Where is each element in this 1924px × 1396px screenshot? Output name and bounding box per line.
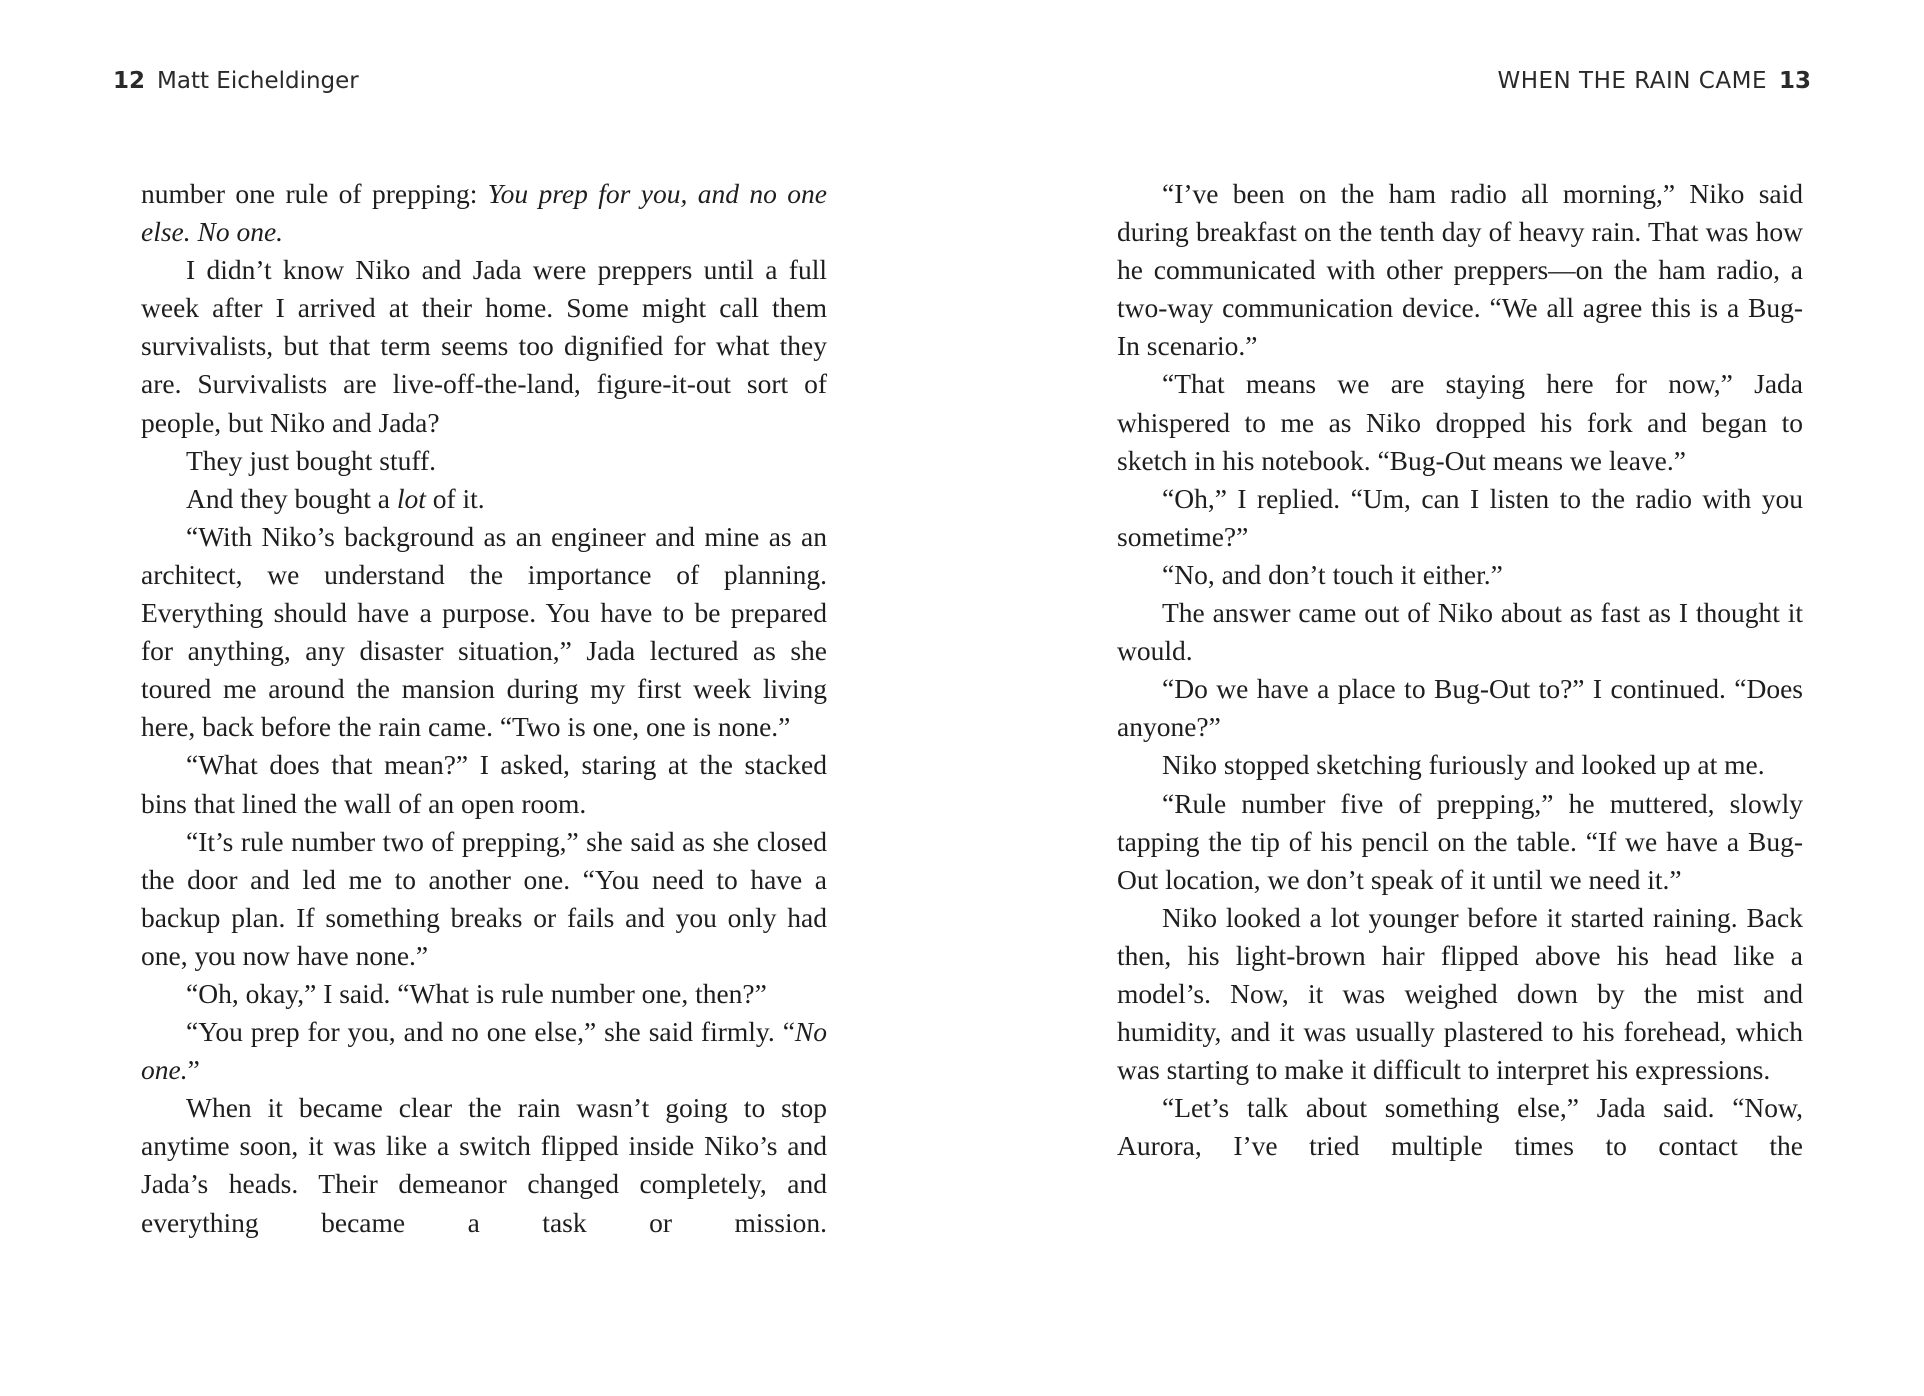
paragraph-text: The answer came out of Niko about as fast as I thought it would. xyxy=(1117,597,1803,667)
paragraph-text: “You prep for you, and no one else,” she said firmly. “ xyxy=(186,1016,795,1048)
right-running-head xyxy=(1497,66,1811,96)
paragraph xyxy=(141,251,827,441)
paragraph-text: “No, and don’t touch it either.” xyxy=(1162,558,1503,590)
paragraph xyxy=(141,442,827,480)
paragraph xyxy=(141,518,827,747)
paragraph-text: “What does that mean?” I asked, staring at the stacked bins that lined the wall of an open room. xyxy=(141,749,827,819)
paragraph xyxy=(1117,480,1803,556)
paragraph-text: “Oh,” I replied. “Um, can I listen to the radio with you sometime?” xyxy=(1117,482,1803,552)
left-body-text xyxy=(141,175,827,1242)
paragraph xyxy=(1117,365,1803,479)
paragraph-text: “Rule number five of prepping,” he muttered, slowly tapping the tip of his pencil on the table. “If we have a Bug-Out location, we don’t speak of it until we need it.” xyxy=(1117,787,1803,895)
left-running-head xyxy=(113,66,359,96)
paragraph-text: “That means we are staying here for now,” Jada whispered to me as Niko dropped his fork and began to sketch in his notebook. “Bug-Out means we leave.” xyxy=(1117,368,1803,476)
paragraph-text: ” xyxy=(187,1054,200,1086)
paragraph-text: number one rule of prepping: xyxy=(141,178,488,209)
paragraph-text: They just bought stuff. xyxy=(186,444,437,476)
paragraph xyxy=(1117,785,1803,899)
italic-text: You prep for you, and no one else. No one. xyxy=(141,178,828,248)
right-page xyxy=(962,0,1924,1396)
paragraph-text: of it. xyxy=(425,482,485,514)
paragraph-text: Niko stopped sketching furiously and looked up at me. xyxy=(1162,749,1765,781)
paragraph-text: And they bought a xyxy=(186,482,397,514)
paragraph xyxy=(1117,1089,1803,1165)
paragraph xyxy=(141,823,827,975)
paragraph xyxy=(1117,670,1803,746)
paragraph-text: “It’s rule number two of prepping,” she said as she closed the door and led me to another one. “You need to have a backup plan. If something breaks or fails and you only had one, you now have none.” xyxy=(141,825,827,971)
paragraph-text: “Let’s talk about something else,” Jada said. “Now, Aurora, I’ve tried multiple times to contact the xyxy=(1117,1092,1803,1162)
paragraph-text: When it became clear the rain wasn’t going to stop anytime soon, it was like a switch flipped inside Niko’s and Jada’s heads. Their demeanor changed completely, and everything became a task or mission. xyxy=(141,1092,827,1238)
italic-text: No one. xyxy=(141,1016,827,1086)
paragraph-text: “With Niko’s background as an engineer and mine as an architect, we understand the importance of planning. Everything should have a purpose. You have to be prepared for anything, any disaster situation,” Jada lectured as she toured me around the mansion during my first week living here, back before the rain came. “Two is one, one is none.” xyxy=(141,520,827,743)
paragraph-text: Niko looked a lot younger before it started raining. Back then, his light-brown hair flipped above his head like a model’s. Now, it was weighed down by the mist and humidity, and it was usually plastered to his forehead, which was starting to make it difficult to interpret his expressions. xyxy=(1117,901,1803,1086)
paragraph xyxy=(1117,175,1803,365)
paragraph-text: “Oh, okay,” I said. “What is rule number one, then?” xyxy=(186,977,767,1009)
paragraph xyxy=(141,1013,827,1089)
paragraph xyxy=(1117,594,1803,670)
paragraph-text: “Do we have a place to Bug-Out to?” I continued. “Does anyone?” xyxy=(1117,673,1803,743)
paragraph xyxy=(1117,556,1803,594)
right-page-number: 13 xyxy=(1778,68,1811,94)
paragraph-text: “I’ve been on the ham radio all morning,” Niko said during breakfast on the tenth day of heavy rain. That was how he communicated with other preppers—on the ham radio, a two-way communication device. “We all agree this is a Bug-In scenario.” xyxy=(1117,178,1803,362)
paragraph xyxy=(141,975,827,1013)
italic-text: lot xyxy=(396,482,426,514)
author-name: Matt Eicheldinger xyxy=(157,68,359,94)
paragraph xyxy=(141,1089,827,1241)
paragraph xyxy=(141,480,827,518)
paragraph xyxy=(141,746,827,822)
book-title: WHEN THE RAIN CAME xyxy=(1497,68,1767,94)
paragraph xyxy=(141,175,827,251)
right-body-text xyxy=(1117,175,1803,1165)
left-page-number: 12 xyxy=(113,68,146,94)
paragraph xyxy=(1117,746,1803,784)
paragraph xyxy=(1117,899,1803,1089)
paragraph-text: I didn’t know Niko and Jada were preppers until a full week after I arrived at their home. Some might call them survivalists, but that term seems too dignified for what they are. Survivalists are live-off-the-land, figure-it-out sort of people, but Niko and Jada? xyxy=(141,254,827,438)
